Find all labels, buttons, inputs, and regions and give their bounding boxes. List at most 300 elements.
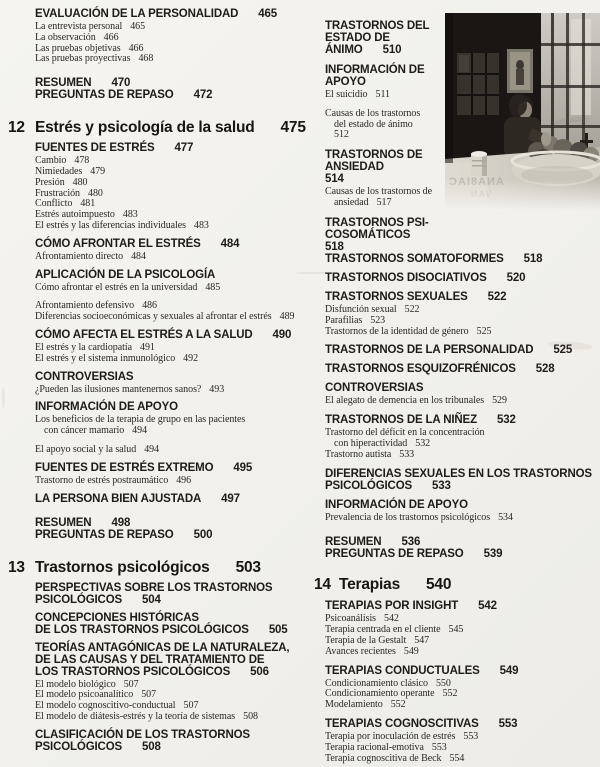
toc-subentries: [35, 415, 310, 437]
subentry-text: Psicoanálisis: [325, 613, 377, 625]
toc-subentry: [325, 647, 598, 658]
page-number: 498: [111, 516, 131, 529]
subentry-text: Terapia por inoculación de estrés: [325, 730, 456, 742]
toc-heading: [325, 64, 445, 88]
heading-text: FUENTES DE ESTRÉS EXTREMO: [35, 461, 214, 474]
page-number: 468: [138, 53, 154, 65]
subentry-text: Terapia cognoscitiva de Beck: [325, 752, 442, 764]
toc-heading: [325, 149, 445, 185]
toc-heading: [325, 718, 598, 730]
toc-heading-line: [35, 529, 310, 541]
toc-heading: [325, 20, 445, 56]
heading-text: 514: [325, 173, 344, 186]
heading-text: TRASTORNOS DEL: [325, 20, 430, 32]
page-number: 518: [523, 253, 543, 265]
toc-heading-line: [325, 382, 598, 394]
heading-text: TERAPIAS CONDUCTUALES: [325, 664, 480, 677]
toc-heading: [35, 729, 310, 753]
subentry-text: Afrontamiento directo: [35, 250, 124, 262]
heading-text: 518: [325, 240, 344, 253]
heading-text: EVALUACIÓN DE LA PERSONALIDAD: [35, 8, 239, 20]
page-number: 466: [103, 31, 119, 43]
page-number: 542: [384, 613, 399, 625]
page-number: 494: [144, 443, 160, 455]
toc-heading-line: [325, 149, 445, 161]
page-number: 478: [74, 155, 90, 167]
toc-heading-line: [35, 89, 310, 101]
toc-heading-line: [325, 64, 445, 76]
subentry-text: Frustración: [35, 187, 80, 199]
page-number: 517: [376, 196, 392, 208]
subentry-text: La observación: [35, 31, 96, 43]
heading-text: INFORMACIÓN DE APOYO: [325, 498, 468, 511]
toc-subentry: [35, 189, 310, 200]
toc-heading: [35, 269, 310, 281]
heading-text: TRASTORNOS SEXUALES: [325, 291, 468, 303]
toc-subentry: [325, 198, 445, 209]
toc-heading: [325, 414, 598, 426]
toc-subentry: [35, 445, 310, 456]
toc-heading: [35, 8, 310, 20]
toc-heading-line: [35, 741, 310, 753]
toc-subentry: [325, 90, 445, 101]
page-number: 520: [506, 272, 526, 284]
subentry-text: Avances recientes: [325, 645, 396, 657]
toc-gap: [35, 65, 310, 71]
chapter-number: 12: [8, 119, 25, 137]
toc-subentry: [35, 385, 310, 396]
toc-heading: [35, 493, 310, 505]
page-number: 529: [492, 395, 507, 407]
page-number: 466: [128, 42, 144, 54]
page-number: 495: [233, 461, 253, 474]
heading-text: APLICACIÓN DE LA PSICOLOGÍA: [35, 268, 216, 281]
page-number: 470: [111, 77, 131, 90]
subentry-text: El modelo biológico: [35, 678, 116, 690]
toc-heading: [35, 142, 310, 154]
page-number: 494: [132, 425, 148, 437]
subentry-text: La entrevista personal: [35, 21, 123, 32]
subentry-text: Modelamiento: [325, 699, 383, 711]
toc-heading-line: [35, 329, 310, 341]
toc-heading: [325, 499, 598, 511]
toc-subentries: [35, 385, 310, 396]
page-number: 532: [415, 437, 431, 449]
page-number: 500: [193, 528, 213, 541]
toc-subentry: [35, 221, 310, 232]
page-number: 484: [131, 250, 146, 262]
page-number: 545: [448, 624, 464, 636]
page-number: 483: [122, 209, 138, 221]
toc-subentries: [35, 283, 310, 294]
page-number: 472: [193, 89, 213, 102]
toc-subentries: [35, 445, 310, 456]
toc-heading-line: [325, 548, 598, 560]
toc-subentry: [35, 54, 310, 65]
page-number: 525: [553, 344, 573, 357]
toc-subentry: [35, 252, 310, 263]
heading-text: TRASTORNOS PSI-: [325, 216, 429, 229]
toc-heading: [325, 468, 598, 492]
page-number: 510: [382, 44, 402, 56]
toc-heading-line: [35, 729, 310, 741]
page-number: 532: [496, 414, 516, 427]
page-number: 493: [209, 383, 225, 395]
heading-text: TRASTORNOS DE LA PERSONALIDAD: [325, 344, 534, 357]
toc-subentry: [325, 754, 598, 765]
subentry-text: El apoyo social y la salud: [35, 443, 137, 455]
page-number: 552: [390, 699, 406, 711]
toc-heading-line: [35, 582, 310, 594]
heading-text: ÁNIMO: [325, 44, 363, 56]
toc-subentries: [325, 396, 598, 407]
toc-heading-line: [325, 76, 445, 88]
subentry-text: con cáncer mamario: [44, 425, 125, 437]
toc-heading: [35, 238, 310, 250]
toc-heading: [35, 77, 310, 101]
page-number: 489: [279, 311, 295, 323]
toc-heading-line: [325, 600, 598, 612]
heading-text: INFORMACIÓN DE: [325, 64, 425, 76]
heading-text: DIFERENCIAS SEXUALES EN LOS TRASTORNOS: [325, 467, 592, 480]
toc-heading-line: [325, 468, 598, 480]
toc-subentry: [35, 476, 310, 487]
subentry-text: Las pruebas objetivas: [35, 42, 121, 54]
heading-text: PSICOLÓGICOS: [325, 479, 413, 492]
heading-text: PERSPECTIVAS SOBRE LOS TRASTORNOS: [35, 581, 273, 594]
page-number: 508: [142, 740, 161, 753]
heading-text: TRASTORNOS SOMATOFORMES: [325, 253, 504, 265]
page-number: 490: [272, 328, 292, 341]
page-number: 483: [194, 219, 209, 231]
toc-subentries: [325, 428, 598, 460]
subentry-text: Terapia racional-emotiva: [325, 741, 424, 753]
page-number: 523: [370, 314, 386, 326]
toc-heading-line: [35, 612, 310, 624]
page-number: 528: [535, 363, 555, 376]
toc-subentry: [325, 130, 445, 141]
page-number: 492: [183, 352, 199, 364]
toc-heading: [325, 600, 598, 612]
toc-subentries: [325, 679, 598, 711]
subentry-text: Causas de los trastornos de: [325, 186, 432, 198]
toc-heading: [325, 253, 598, 265]
toc-heading: [325, 536, 598, 560]
toc-heading-line: [325, 229, 445, 241]
toc-subentry: [35, 312, 310, 323]
page-number: 507: [123, 678, 139, 690]
subentry-text: El alegato de demencia en los tribunales: [325, 395, 485, 407]
toc-heading-line: [325, 161, 445, 173]
toc-heading: [325, 272, 598, 284]
heading-text: RESUMEN: [35, 77, 92, 90]
toc-subentries: [35, 343, 310, 365]
chapter-photo: [445, 13, 600, 211]
subentry-text: 512: [334, 129, 349, 141]
page-number: 542: [478, 600, 497, 613]
subentry-text: Diferencias socioeconómicas y sexuales al afrontar el estrés: [35, 311, 272, 323]
toc-subentry: [325, 513, 598, 524]
scan-smudge: [296, 272, 330, 274]
toc-subentries: [325, 90, 445, 101]
toc-heading-line: [325, 217, 445, 229]
scan-smudge: [2, 388, 5, 408]
toc-heading-line: [35, 8, 310, 20]
page-number: 477: [174, 142, 194, 155]
toc-heading: [35, 612, 310, 636]
toc-subentries: [35, 22, 310, 65]
subentry-text: El estrés y las diferencias individuales: [35, 219, 187, 231]
toc-heading: [325, 382, 598, 394]
page-number: 554: [449, 752, 465, 764]
page-number: 486: [142, 300, 157, 312]
toc-subentries: [35, 680, 310, 723]
toc-heading-line: [325, 414, 598, 426]
toc-heading-line: [325, 173, 445, 185]
subentry-text: El suicidio: [325, 89, 368, 100]
toc-heading-line: [325, 291, 598, 303]
toc-subentries: [35, 252, 310, 263]
toc-heading-line: [35, 371, 310, 383]
toc-subentries: [325, 614, 598, 657]
toc-subentries: [325, 732, 598, 764]
toc-subentries: [35, 301, 310, 323]
page-number: 507: [141, 689, 157, 701]
subentry-text: Cómo afrontar el estrés en la universidad: [35, 281, 198, 293]
chapter-page: 475: [280, 119, 306, 137]
toc-subentry: [35, 283, 310, 294]
page-number: 465: [258, 8, 278, 20]
chapter-title: Estrés y psicología de la salud: [35, 119, 255, 137]
toc-heading-line: [35, 642, 310, 654]
page-number: 552: [442, 688, 458, 700]
toc-subentry: [35, 426, 310, 437]
page-number: 497: [221, 492, 240, 505]
toc-heading-line: [325, 499, 598, 511]
subentry-text: Conflicto: [35, 198, 73, 210]
right-column-top: [325, 12, 445, 253]
subentry-text: Cambio: [35, 155, 67, 167]
chapter-title: Terapias: [339, 576, 401, 594]
toc-gap: [35, 293, 310, 299]
subentry-text: Afrontamiento defensivo: [35, 300, 135, 312]
page-number: 550: [435, 677, 451, 689]
toc-heading-line: [35, 462, 310, 474]
heading-text: CONTROVERSIAS: [35, 370, 134, 383]
heading-text: LA PERSONA BIEN AJUSTADA: [35, 492, 202, 505]
toc-heading: [35, 517, 310, 541]
toc-heading: [35, 401, 310, 413]
toc-subentries: [325, 305, 598, 337]
heading-text: TRASTORNOS DISOCIATIVOS: [325, 272, 487, 284]
toc-heading-line: [35, 238, 310, 250]
toc-subentries: [35, 476, 310, 487]
toc-subentry: [325, 700, 598, 711]
toc-heading-line: [325, 253, 598, 265]
heading-text: TRASTORNOS DE: [325, 149, 423, 162]
toc-heading: [35, 462, 310, 474]
toc-gap: [325, 523, 598, 529]
page-number: 547: [414, 634, 430, 646]
page-number: 525: [476, 325, 492, 337]
toc-gap: [325, 101, 445, 107]
heading-text: COSOMÁTICOS: [325, 228, 411, 241]
toc-heading-line: [325, 665, 598, 677]
heading-text: TERAPIAS POR INSIGHT: [325, 600, 459, 613]
page-number: 481: [80, 198, 96, 210]
page-number: 534: [498, 511, 513, 523]
subentry-text: Los beneficios de la terapia de grupo en las pacientes: [35, 414, 246, 426]
toc-heading-line: [325, 44, 445, 56]
toc-heading: [35, 642, 310, 678]
toc-heading-line: [325, 32, 445, 44]
toc-heading: [35, 371, 310, 383]
toc-heading-line: [325, 536, 598, 548]
subentry-text: Trastorno de estrés postraumático: [35, 474, 169, 486]
toc-gap: [35, 437, 310, 443]
subentry-text: Disfunción sexual: [325, 304, 397, 315]
heading-text: LOS TRASTORNOS PSICOLÓGICOS: [35, 665, 231, 678]
toc-subentries: [35, 156, 310, 232]
toc-subentries: [325, 513, 598, 524]
page-number: 480: [72, 176, 88, 188]
page-number: 522: [404, 304, 420, 315]
subentry-text: Condicionamiento operante: [325, 688, 435, 700]
subentry-text: Trastorno del déficit en la concentración: [325, 427, 485, 439]
subentry-text: Trastornos de la identidad de género: [325, 325, 469, 337]
chapter-page: 503: [235, 558, 261, 576]
subentry-text: El modelo cognoscitivo-conductual: [35, 700, 176, 712]
toc-heading: [35, 329, 310, 341]
heading-text: TRASTORNOS ESQUIZOFRÉNICOS: [325, 363, 516, 376]
heading-text: TERAPIAS COGNOSCITIVAS: [325, 717, 479, 730]
toc-heading-line: [35, 493, 310, 505]
heading-text: TEORÍAS ANTAGÓNICAS DE LA NATURALEZA,: [35, 641, 290, 654]
toc-heading-line: [325, 363, 598, 375]
page-number: 491: [140, 341, 155, 353]
page-number: 507: [183, 700, 199, 712]
page-number: 549: [499, 664, 519, 677]
toc-heading-line: [35, 517, 310, 529]
page-number: 553: [431, 741, 447, 753]
subentry-text: Terapia de la Gestalt: [325, 634, 407, 646]
chapter-entry: [314, 576, 598, 594]
heading-text: PREGUNTAS DE REPASO: [35, 528, 174, 541]
toc-heading-line: [325, 20, 445, 32]
heading-text: FUENTES DE ESTRÉS: [35, 142, 155, 155]
subentry-text: Condicionamiento clásico: [325, 677, 428, 689]
subentry-text: ¿Pueden las ilusiones mantenernos sanos?: [35, 383, 202, 395]
subentry-text: Nimiedades: [35, 165, 83, 177]
toc-heading: [325, 291, 598, 303]
heading-text: PSICOLÓGICOS: [35, 593, 123, 606]
heading-text: RESUMEN: [35, 516, 92, 529]
toc-heading: [325, 665, 598, 677]
heading-text: CÓMO AFECTA EL ESTRÉS A LA SALUD: [35, 328, 253, 341]
toc-subentry: [35, 712, 310, 723]
subentry-text: del estado de ánimo: [334, 118, 413, 130]
page-number: 553: [463, 730, 479, 742]
toc-heading-line: [35, 77, 310, 89]
page-number: 479: [90, 165, 106, 177]
toc-heading-line: [35, 269, 310, 281]
right-column-main: [314, 246, 598, 764]
toc-heading-line: [325, 480, 598, 492]
toc-subentry: [325, 450, 598, 461]
heading-text: TRASTORNOS DE LA NIÑEZ: [325, 414, 477, 427]
heading-text: ANSIEDAD: [325, 161, 384, 174]
subentry-text: Causas de los trastornos: [325, 107, 421, 119]
heading-text: PREGUNTAS DE REPASO: [35, 89, 174, 102]
page-number: 539: [483, 548, 503, 561]
toc-heading-line: [35, 654, 310, 666]
page-number: 533: [432, 479, 451, 492]
chapter-page: 540: [426, 576, 452, 594]
heading-text: INFORMACIÓN DE APOYO: [35, 401, 178, 414]
page-number: 533: [399, 448, 415, 460]
page-number: 522: [487, 291, 507, 303]
subentry-text: El modelo de diátesis-estrés y la teoría de sistemas: [35, 710, 236, 722]
subentry-text: Las pruebas proyectivas: [35, 53, 131, 65]
toc-heading-line: [35, 142, 310, 154]
subentry-text: El estrés y el sistema inmunológico: [35, 352, 176, 364]
heading-text: CLASIFICACIÓN DE LOS TRASTORNOS: [35, 728, 250, 741]
chapter-title: Trastornos psicológicos: [35, 558, 210, 576]
heading-text: PREGUNTAS DE REPASO: [325, 548, 464, 561]
toc-heading-line: [325, 718, 598, 730]
toc-subentry: [35, 354, 310, 365]
subentry-text: Presión: [35, 176, 65, 188]
page-number: 465: [130, 21, 146, 32]
toc-heading-line: [35, 624, 310, 636]
toc-subentries: [325, 109, 445, 141]
heading-text: RESUMEN: [325, 536, 382, 549]
chapter-number: 14: [314, 576, 331, 594]
page-number: 549: [403, 645, 419, 657]
heading-text: DE LAS CAUSAS Y DEL TRATAMIENTO DE: [35, 653, 265, 666]
heading-text: CONCEPCIONES HISTÓRICAS: [35, 611, 199, 624]
chapter-number: 13: [8, 558, 25, 576]
subentry-text: Prevalencia de los trastornos psicológicos: [325, 511, 491, 523]
subentry-text: con hiperactividad: [334, 437, 408, 449]
heading-text: PSICOLÓGICOS: [35, 740, 123, 753]
toc-heading-line: [35, 666, 310, 678]
toc-heading: [325, 363, 598, 375]
page-number: 496: [176, 474, 192, 486]
page-number: 504: [142, 593, 161, 606]
heading-text: CONTROVERSIAS: [325, 382, 424, 395]
subentry-text: Terapia centrada en el cliente: [325, 624, 441, 636]
subentry-text: El estrés y la cardiopatía: [35, 341, 132, 353]
page-number: 553: [498, 717, 518, 730]
subentry-text: Estrés autoimpuesto: [35, 209, 115, 221]
toc-heading-line: [325, 272, 598, 284]
subentry-text: ansiedad: [334, 196, 369, 208]
page-number: 508: [243, 710, 258, 722]
page-number: 485: [205, 281, 221, 293]
page-number: 511: [375, 89, 390, 100]
subentry-text: Trastorno autista: [325, 448, 392, 460]
page-number: 480: [88, 187, 103, 199]
toc-subentries: [325, 187, 445, 209]
toc-subentry: [325, 327, 598, 338]
chapter-entry: [8, 119, 310, 137]
page-number: 505: [268, 623, 288, 636]
heading-text: DE LOS TRASTORNOS PSICOLÓGICOS: [35, 623, 249, 636]
toc-subentry: [325, 396, 598, 407]
toc-heading: [35, 582, 310, 606]
page-number: 506: [250, 665, 269, 678]
